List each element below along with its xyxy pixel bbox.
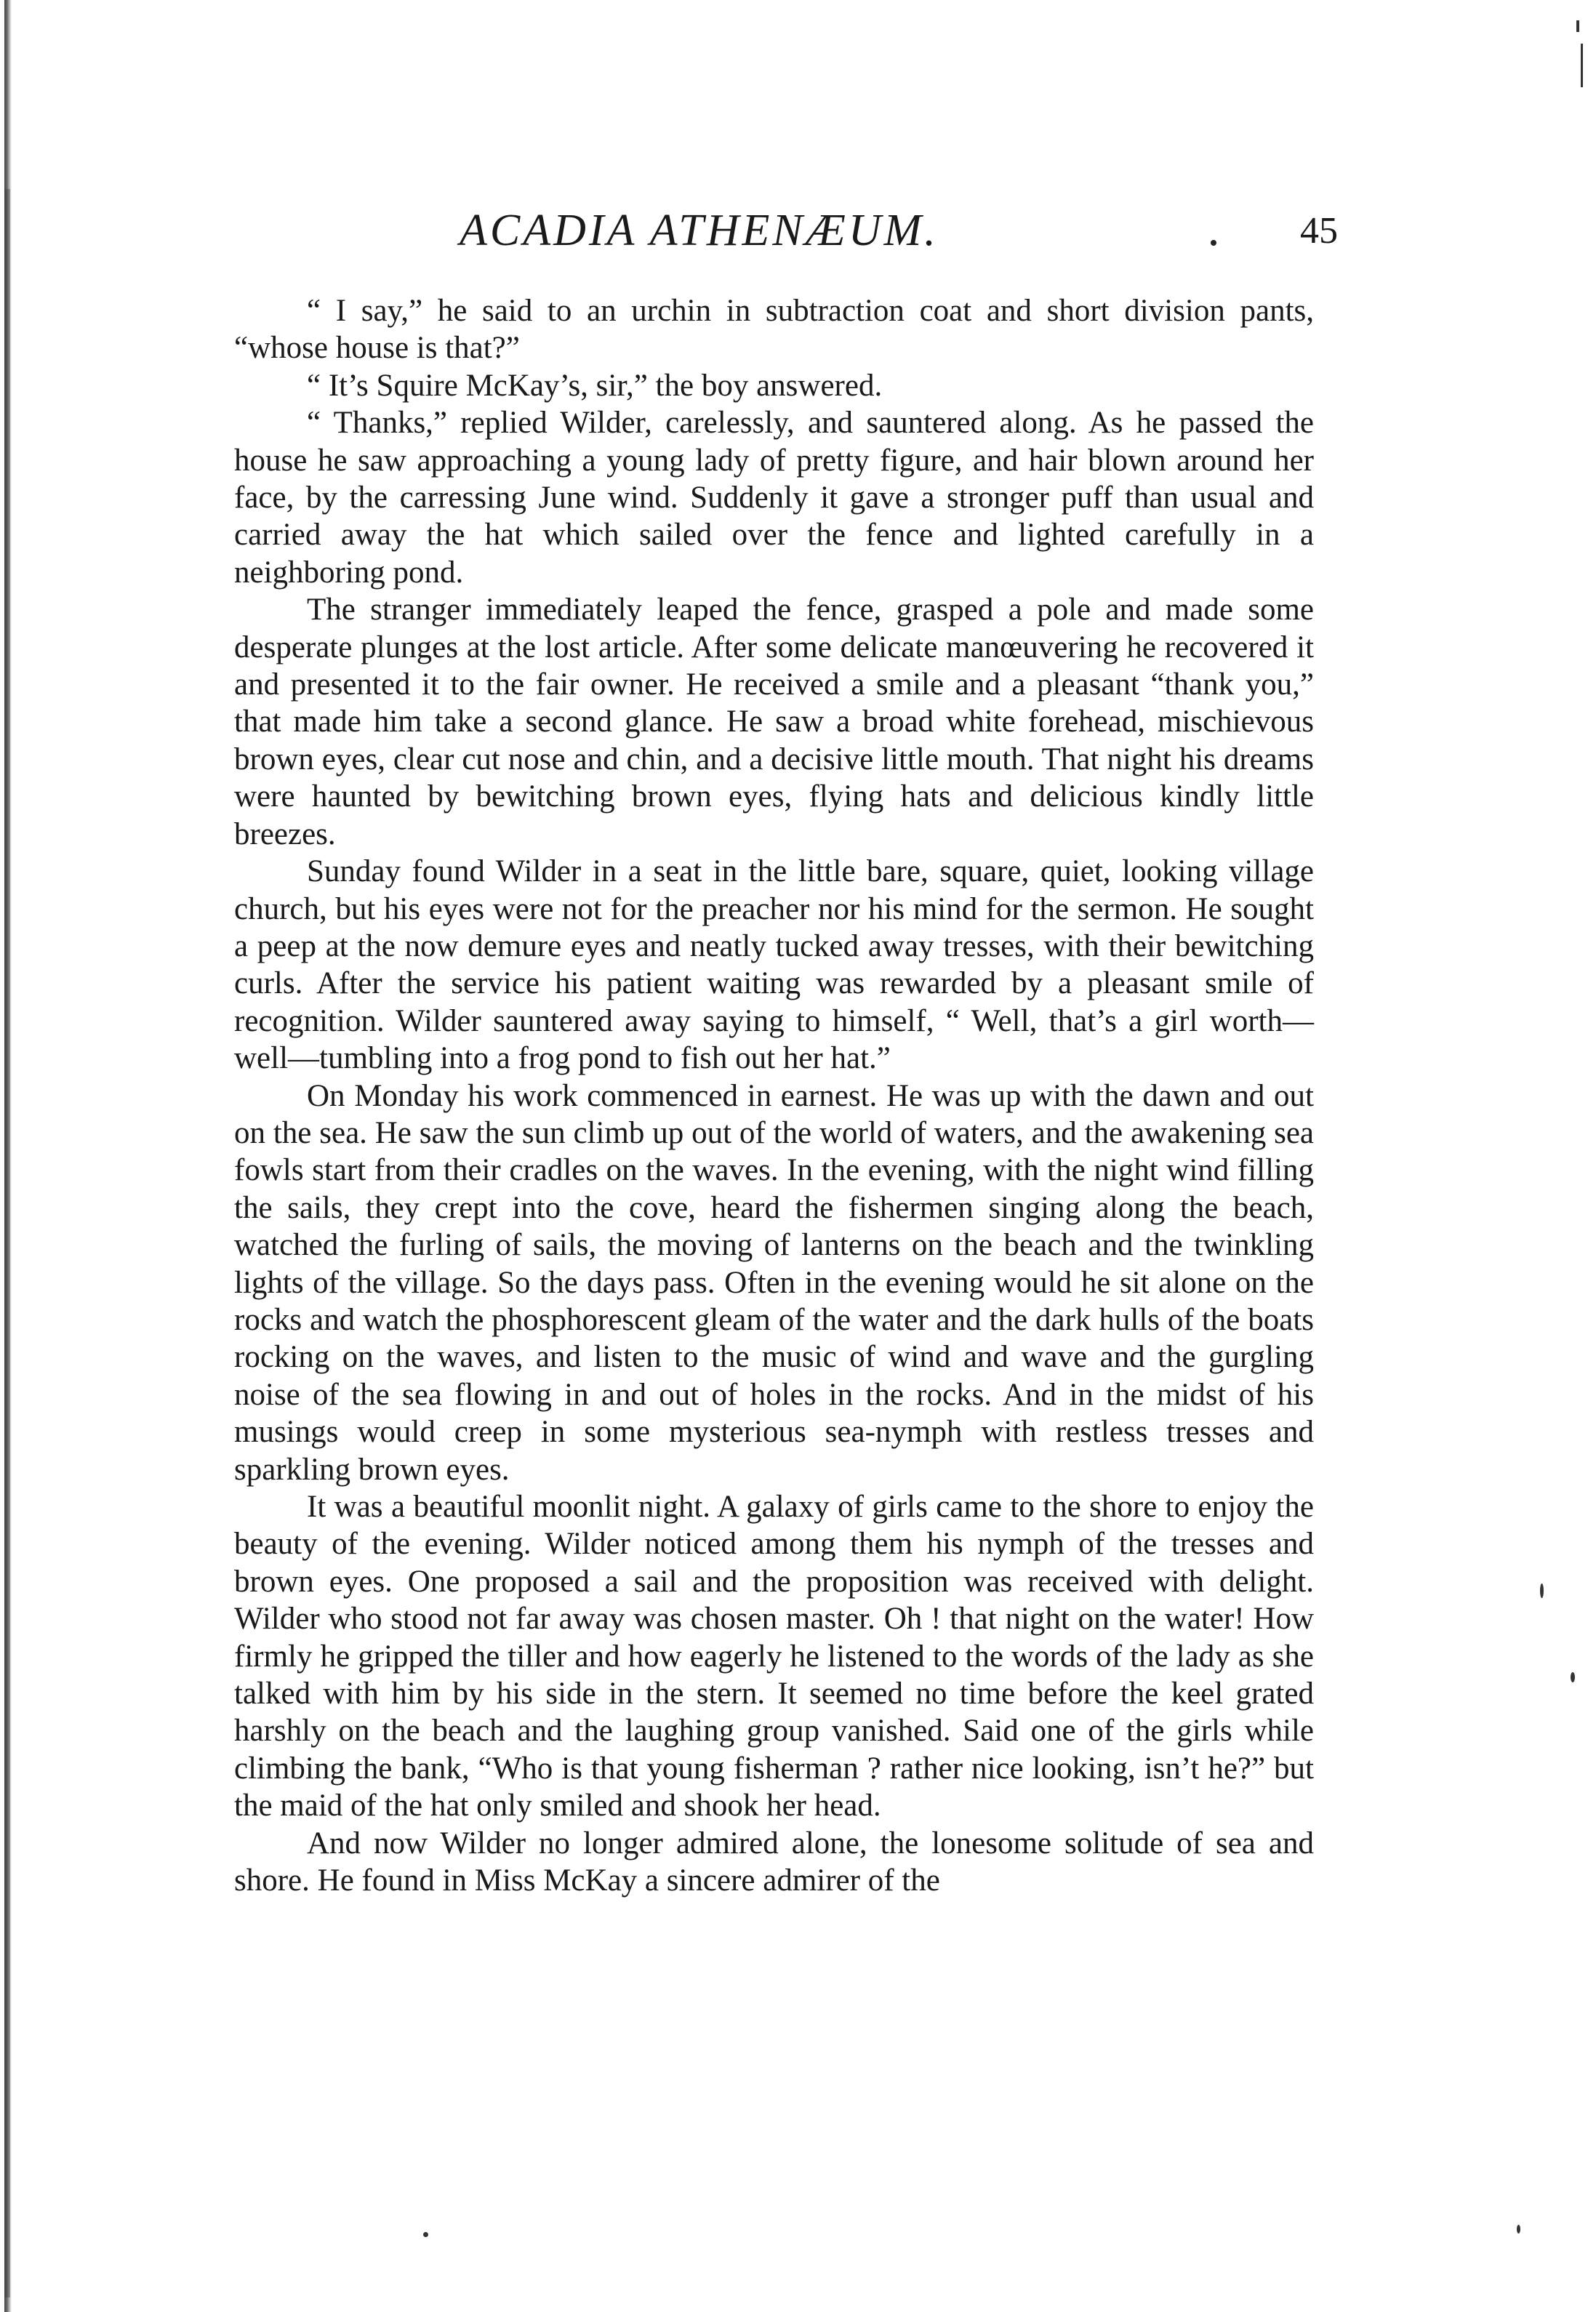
scan-edge-mark xyxy=(1576,20,1579,32)
header-dot xyxy=(1211,240,1216,246)
paragraph: “ I say,” he said to an urchin in subtraction coat and short division pants, “whose house is that?” xyxy=(234,294,1314,366)
paragraph: It was a beautiful moonlit night. A galaxy of girls came to the shore to enjoy the beauty of the evening. Wilder noticed among them his nymph of the tresses and brown eyes. One proposed a sail and the proposition was received with delight. Wilder who stood not far away was chosen master. Oh ! that night on the water! How firmly he gripped the tiller and how eagerly he listened to the words of the lady as she talked with him by his side in the stern. It seemed no time before the keel grated harshly on the beach and the laughing group vanished. Said one of the girls while climbing the bank, “Who is that young fisherman ? rather nice looking, isn’t he?” but the maid of the hat only smiled and shook her head. xyxy=(234,1490,1314,1823)
stray-mark xyxy=(423,2232,428,2237)
stray-mark xyxy=(1571,1672,1575,1682)
scan-edge-mark xyxy=(1581,44,1583,87)
paragraph: Sunday found Wilder in a seat in the little bare, square, quiet, looking village church, but his eyes were not for the preacher nor his mind for the sermon. He sought a peep at the now demure eyes and neatly tucked away tresses, with their bewitching curls. After the service his patient waiting was rewarded by a pleasant smile of recognition. Wilder sauntered away saying to himself, “ Well, that’s a girl worth—well—tumbling into a frog pond to fish out her hat.” xyxy=(234,854,1314,1076)
paragraph: The stranger immediately leaped the fence, grasped a pole and made some desperate plunges at the lost article. After some delicate manœuvering he recovered it and presented it to the fair owner. He received a smile and a pleasant “thank you,” that made him take a second glance. He saw a broad white forehead, mischievous brown eyes, clear cut nose and chin, and a decisive little mouth. That night his dreams were haunted by bewitching brown eyes, flying hats and delicious kindly little breezes. xyxy=(234,593,1314,851)
paragraph: And now Wilder no longer admired alone, the lonesome solitude of sea and shore. He found in Miss McKay a sincere admirer of the xyxy=(234,1826,1314,1898)
stray-mark xyxy=(1540,1584,1544,1598)
paragraph: “ Thanks,” replied Wilder, carelessly, and sauntered along. As he passed the house he saw approaching a young lady of pretty figure, and hair blown around her face, by the carressing June wind. Suddenly it gave a stronger puff than usual and carried away the hat which sailed over the fence and lighted carefully in a neighboring pond. xyxy=(234,406,1314,590)
scan-edge-mark xyxy=(4,189,10,2297)
paragraph: On Monday his work commenced in earnest. He was up with the dawn and out on the sea. He saw the sun climb up out of the world of waters, and the awakening sea fowls start from their cradles on the waves. In the evening, with the night wind filling the sails, they crept into the cove, heard the fishermen singing along the beach, watched the furling of sails, the moving of lanterns on the beach and the twinkling lights of the village. So the days pass. Often in the evening would he sit alone on the rocks and watch the phosphorescent gleam of the water and the dark hulls of the boats rocking on the waves, and listen to the music of wind and wave and the gurgling noise of the sea flowing in and out of holes in the rocks. And in the midst of his musings would creep in some mysterious sea-nymph with restless tresses and sparkling brown eyes. xyxy=(234,1078,1314,1487)
page-header xyxy=(233,205,1338,270)
page-number: 45 xyxy=(1300,210,1338,252)
running-title: ACADIA ATHENÆUM. xyxy=(460,206,939,255)
stray-mark xyxy=(1517,2225,1520,2233)
body-text xyxy=(234,292,1314,1899)
paragraph: “ It’s Squire McKay’s, sir,” the boy answered. xyxy=(307,368,883,403)
